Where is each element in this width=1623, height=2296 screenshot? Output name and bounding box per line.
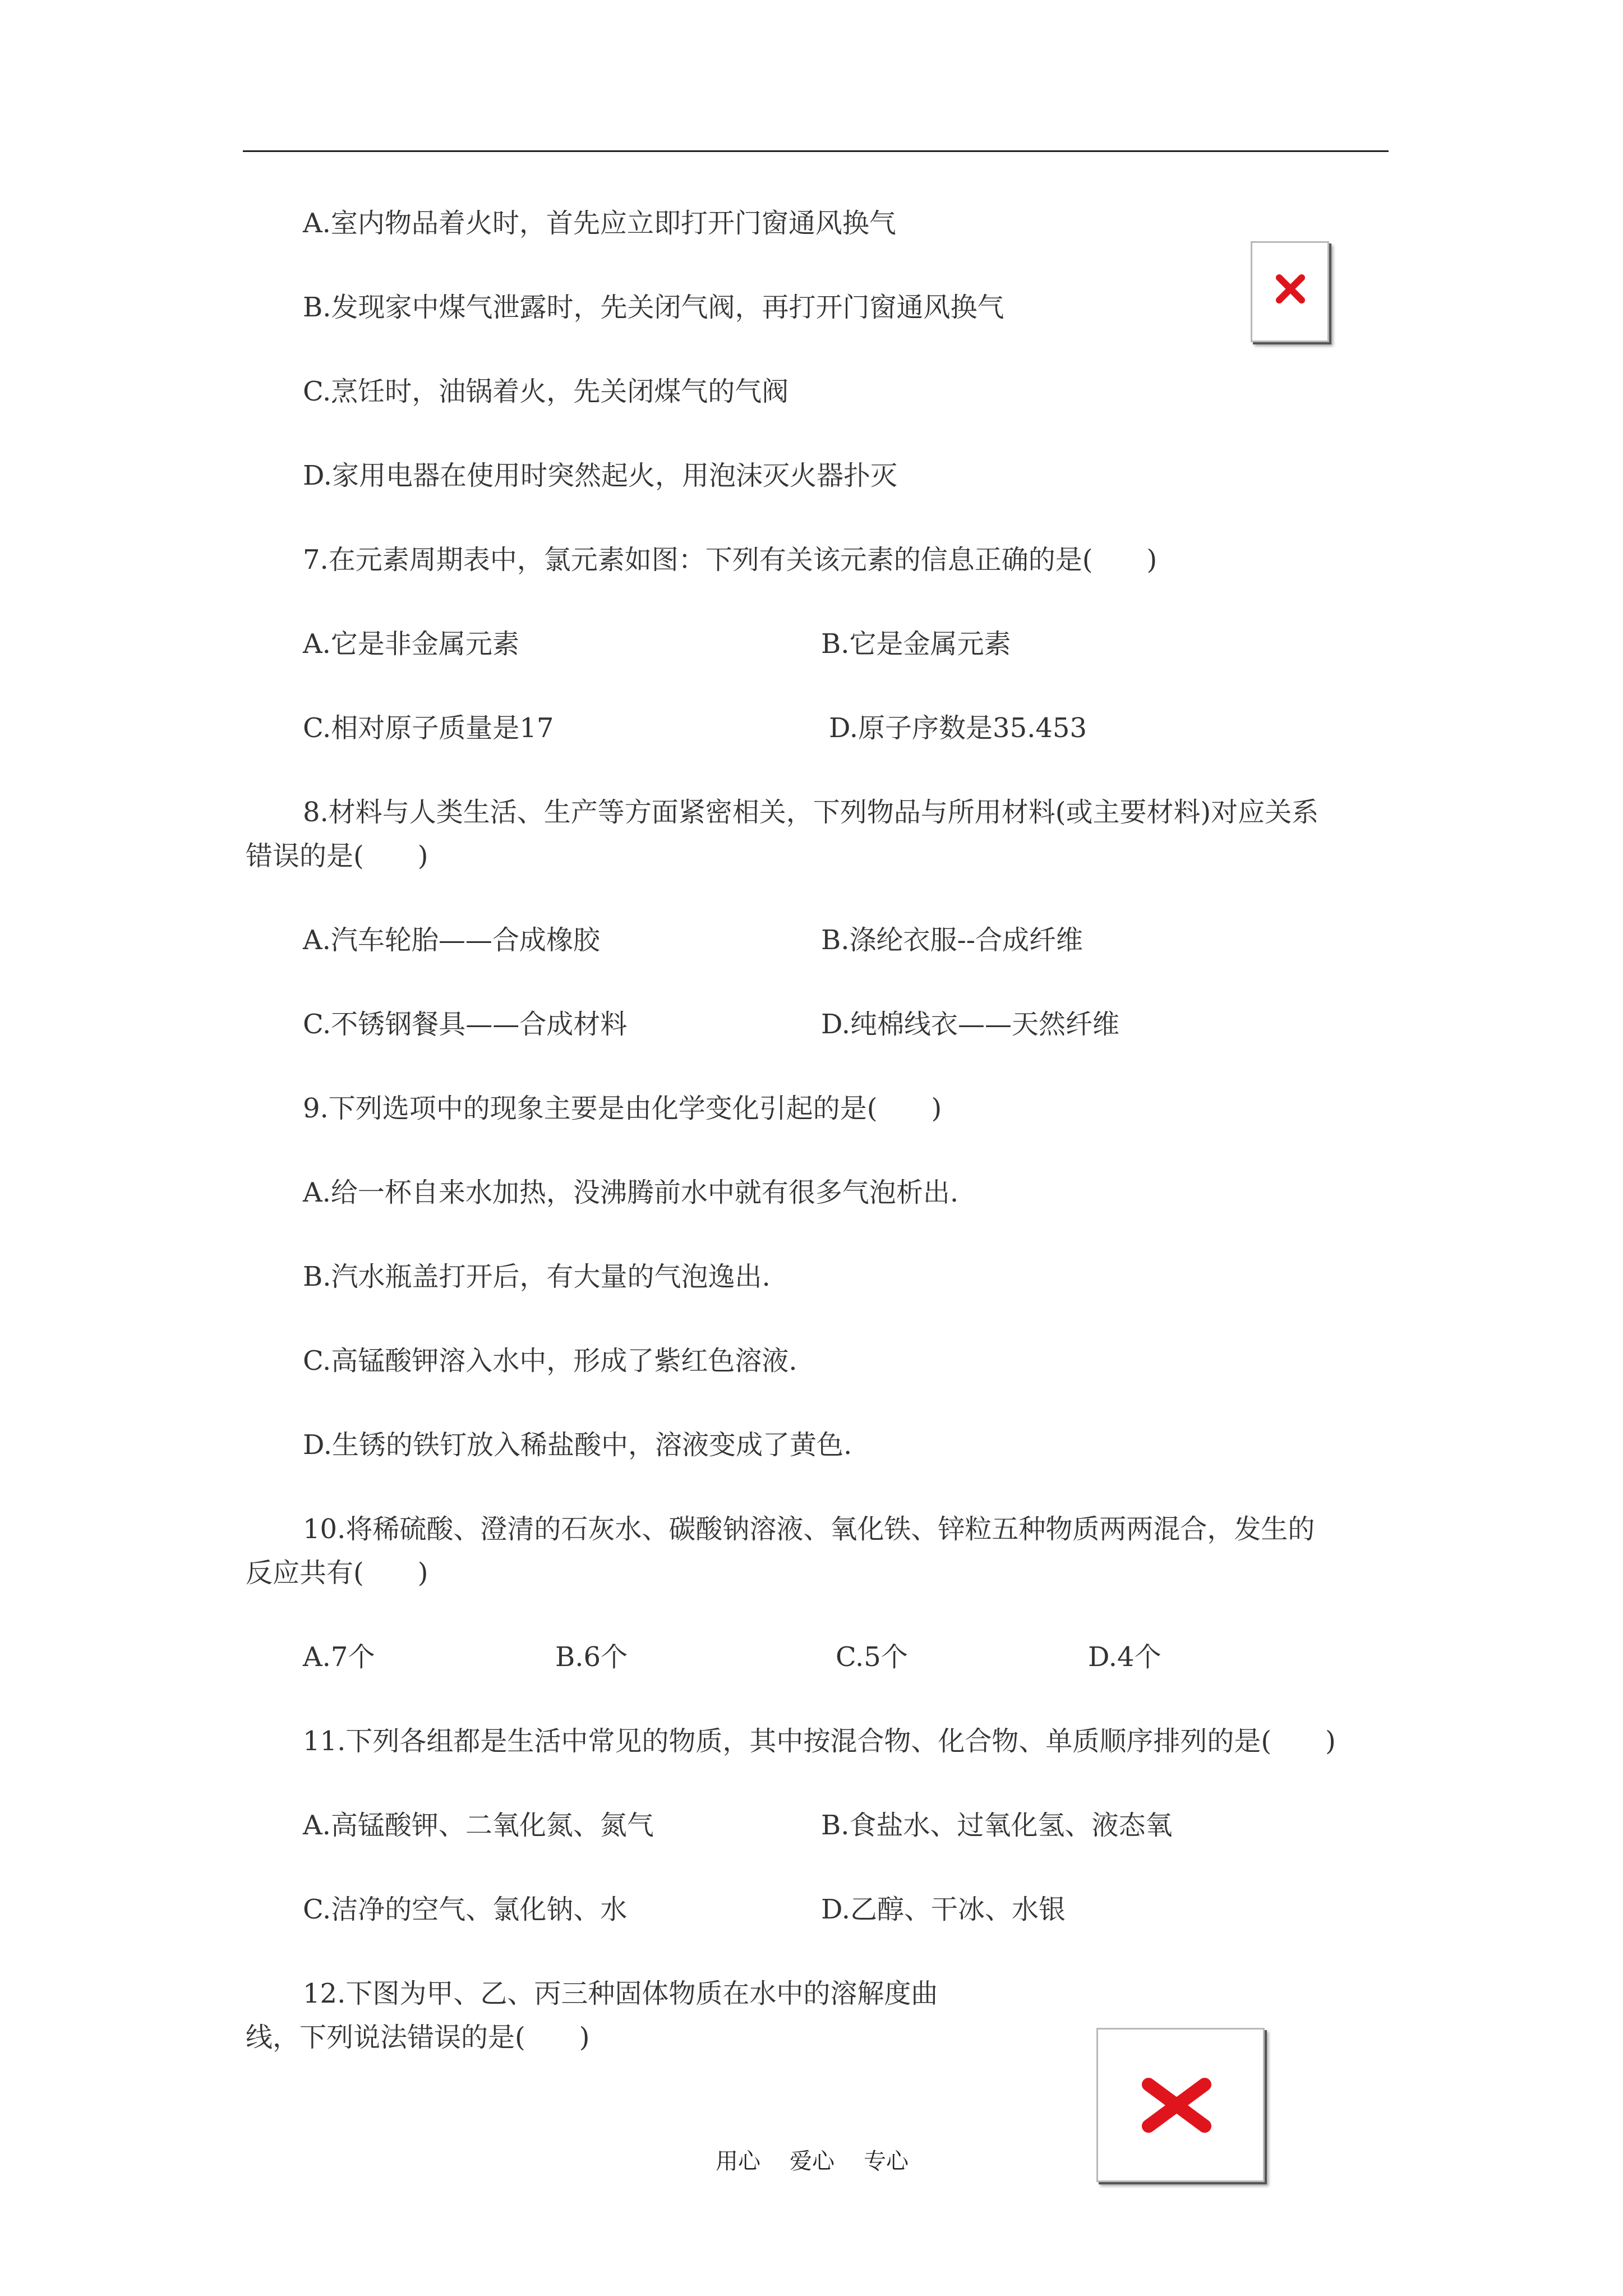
footer-text: 专心: [864, 2148, 909, 2174]
q9-option-b: B.汽水瓶盖打开后，有大量的气泡逸出.: [303, 1261, 771, 1292]
footer-text: 用心: [716, 2148, 760, 2174]
q7-option-a: A.它是非金属元素: [303, 628, 519, 660]
q12-stem-line2: 线，下列说法错误的是( ): [246, 2022, 590, 2053]
q7-stem: 7.在元素周期表中，氯元素如图：下列有关该元素的信息正确的是( ): [303, 544, 1158, 576]
broken-image-icon: [1096, 2028, 1265, 2182]
header-rule: [243, 150, 1389, 152]
q11-option-c: C.洁净的空气、氯化钠、水: [303, 1894, 628, 1925]
q6-option-c: C.烹饪时，油锅着火，先关闭煤气的气阀: [303, 376, 789, 407]
q6-option-d: D.家用电器在使用时突然起火，用泡沫灭火器扑灭: [303, 460, 898, 491]
q11-option-b: B.食盐水、过氧化氢、液态氧: [821, 1810, 1173, 1841]
q8-option-b: B.涤纶衣服--合成纤维: [821, 924, 1083, 956]
q8-option-c: C.不锈钢餐具——合成材料: [303, 1009, 628, 1040]
q10-stem-line2: 反应共有( ): [246, 1557, 428, 1589]
q8-stem-line2: 错误的是( ): [246, 840, 428, 872]
footer-text: 爱心: [790, 2148, 834, 2174]
q11-option-a: A.高锰酸钾、二氧化氮、氮气: [303, 1810, 654, 1841]
q10-option-a: A.7个: [303, 1641, 375, 1673]
q6-option-b: B.发现家中煤气泄露时，先关闭气阀，再打开门窗通风换气: [303, 292, 1004, 323]
q11-option-d: D.乙醇、干冰、水银: [821, 1894, 1066, 1925]
q7-option-d: D.原子序数是35.453: [829, 712, 1087, 744]
q7-option-c: C.相对原子质量是17: [303, 712, 554, 744]
q9-option-d: D.生锈的铁钉放入稀盐酸中，溶液变成了黄色.: [303, 1429, 852, 1461]
q10-option-b: B.6个: [555, 1641, 628, 1673]
q10-stem-line1: 10.将稀硫酸、澄清的石灰水、碳酸钠溶液、氧化铁、锌粒五种物质两两混合，发生的: [303, 1513, 1315, 1545]
q10-option-d: D.4个: [1088, 1641, 1161, 1673]
q12-stem-line1: 12.下图为甲、乙、丙三种固体物质在水中的溶解度曲: [303, 1978, 938, 2009]
q6-option-a: A.室内物品着火时，首先应立即打开门窗通风换气: [303, 208, 896, 239]
q9-option-a: A.给一杯自来水加热，没沸腾前水中就有很多气泡析出.: [303, 1177, 959, 1208]
q8-option-d: D.纯棉线衣——天然纤维: [821, 1009, 1120, 1040]
q8-stem-line1: 8.材料与人类生活、生产等方面紧密相关，下列物品与所用材料(或主要材料)对应关系: [303, 797, 1319, 828]
q7-option-b: B.它是金属元素: [821, 628, 1011, 660]
broken-image-icon: [1251, 241, 1329, 342]
q9-option-c: C.高锰酸钾溶入水中，形成了紫红色溶液.: [303, 1345, 797, 1377]
q11-stem: 11.下列各组都是生活中常见的物质，其中按混合物、化合物、单质顺序排列的是( ): [303, 1726, 1336, 1757]
q8-option-a: A.汽车轮胎——合成橡胶: [303, 924, 600, 956]
q9-stem: 9.下列选项中的现象主要是由化学变化引起的是( ): [303, 1093, 942, 1124]
q10-option-c: C.5个: [836, 1641, 908, 1673]
